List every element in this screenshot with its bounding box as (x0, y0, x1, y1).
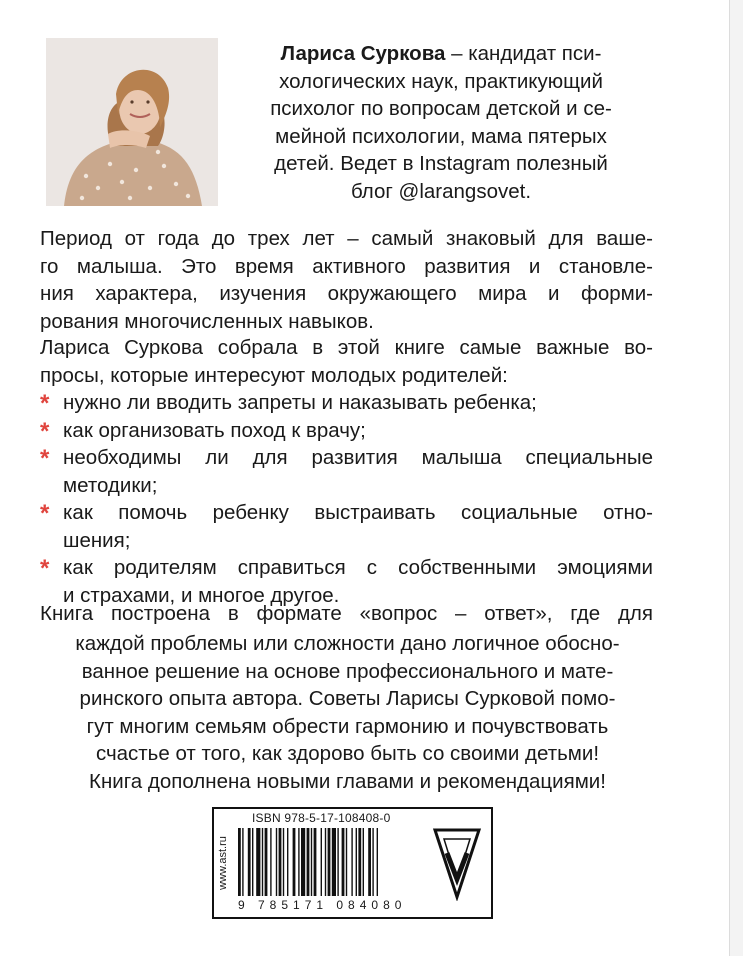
text-line: гут многим семьям обрести гармонию и почувствовать (86, 714, 609, 738)
author-bio (231, 40, 651, 205)
text-line: каждой проблемы или сложности дано логичное обосно- (75, 632, 620, 655)
page-edge (729, 0, 743, 956)
isbn-label: ISBN 978-5-17-108408-0 (252, 811, 391, 825)
list-item (40, 499, 653, 554)
text-line: просы, которые интересуют молодых родителей: (40, 363, 508, 387)
bio-line: – кандидат пси- (445, 42, 602, 65)
text-line: ринского опыта автора. Советы Ларисы Сурковой помо- (79, 687, 616, 710)
asterisk-icon: * (40, 417, 50, 445)
questions-intro (40, 334, 653, 389)
intro-paragraph (40, 225, 653, 335)
bio-line: блог @larangsovet. (350, 179, 532, 203)
list-item (40, 389, 653, 417)
list-item (40, 444, 653, 499)
list-item-text: методики; (63, 473, 158, 497)
barcode-digits: 9 785171 084080 (238, 898, 407, 912)
publisher-logo-icon (432, 827, 482, 901)
author-name: Лариса Суркова (280, 42, 446, 65)
publisher-url-text: www.ast.ru (217, 836, 229, 890)
list-item-text: необходимы ли для развития малыша специальные (63, 446, 653, 469)
asterisk-icon: * (40, 390, 50, 417)
asterisk-icon: * (40, 555, 50, 582)
text-line: Период от года до трех лет – самый знаковый для ваше- (40, 227, 653, 250)
barcode-bars (238, 828, 424, 896)
asterisk-icon: * (40, 500, 50, 527)
list-item-text: как организовать поход к врачу; (63, 418, 366, 442)
author-photo (46, 38, 218, 206)
text-line: ния характера, изучения окружающего мира и форми- (40, 282, 653, 305)
text-line: счастье от того, как здорово быть со своими детьми! (95, 742, 600, 765)
text-line: Книга построена в формате «вопрос – ответ», где для (40, 602, 653, 625)
bio-line: детей. Ведет в Instagram полезный (274, 152, 608, 175)
format-paragraph (40, 600, 653, 628)
publisher-url (212, 813, 234, 913)
text-line: ванное решение на основе профессионального и мате- (81, 659, 614, 683)
asterisk-icon: * (40, 445, 50, 472)
list-item-text: как помочь ребенку выстраивать социальные отно- (63, 501, 653, 524)
list-item-text: как родителям справиться с собственными эмоциями (63, 556, 653, 579)
list-item (40, 417, 653, 445)
list-item-text: шения; (63, 528, 131, 552)
text-line: Книга дополнена новыми главами и рекомендациями! (89, 769, 606, 793)
text-line: Лариса Суркова собрала в этой книге самые важные во- (40, 336, 653, 359)
text-line: рования многочисленных навыков. (40, 309, 374, 333)
bio-line: хологических наук, практикующий (279, 69, 603, 93)
bio-line: мейной психологии, мама пятерых (275, 124, 607, 148)
list-item-text: и страхами, и многое другое. (63, 583, 340, 607)
barcode-block (212, 807, 493, 919)
description-paragraph (36, 630, 659, 795)
questions-list (40, 389, 653, 609)
text-line: го малыша. Это время активного развития и становле- (40, 254, 653, 278)
bio-line: психолог по вопросам детской и се- (270, 97, 612, 120)
list-item-text: нужно ли вводить запреты и наказывать ребенка; (63, 391, 537, 414)
